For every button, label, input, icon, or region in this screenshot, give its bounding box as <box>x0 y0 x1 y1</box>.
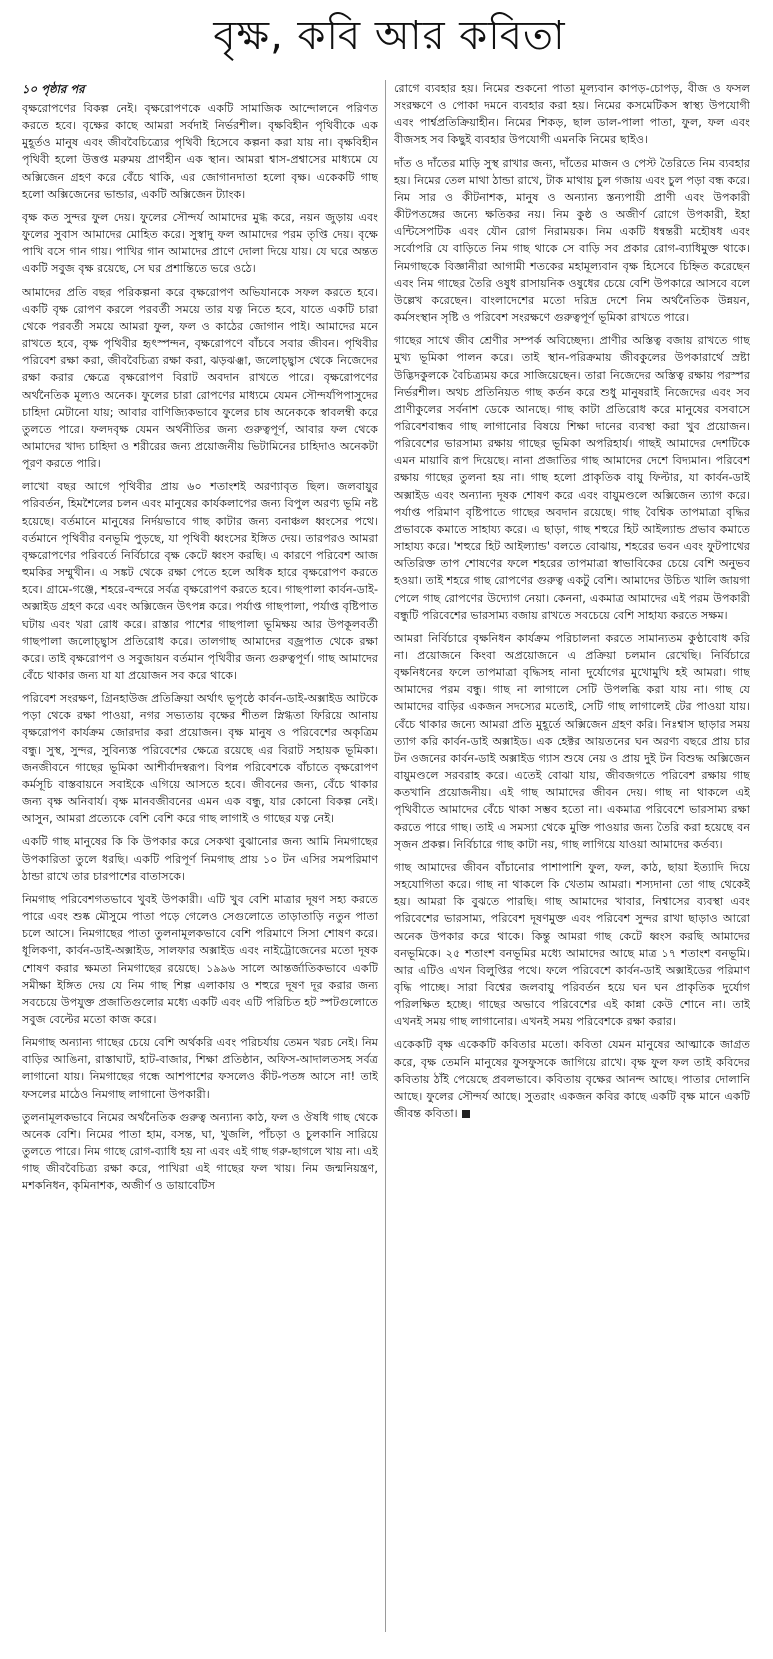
paragraph: গাছের সাথে জীব শ্রেণীর সম্পর্ক অবিচ্ছেদ্য। প্রাণীর অস্তিত্ব বজায় রাখতে গাছ মুখ্য ভূমিকা পালন করে। তাই স্থান-পরিক্রমায় জীবকুলের উপকারার্থে স্রষ্টা উদ্ভিদকুলকে বৈচিত্র্যময় করে সাজিয়েছেন। তারা নিজেদের অস্তিত্ব রক্ষায় পরস্পর নির্ভরশীল। অথচ প্রতিনিয়ত গাছ কর্তন করে শুধু মানুষরাই নিজেদের এবং সব প্রাণীকুলের সর্বনাশ ডেকে আনছে। গাছ কাটা প্রতিরোধ করে মানুষের বসবাসে পরিবেশবান্ধব গাছ লাগানোর বিষয়ে শিক্ষা দানের ব্যবস্থা করা খুব প্রয়োজন। পরিবেশের ভারসাম্য রক্ষায় গাছের ভূমিকা অপরিহার্য। গাছই আমাদের দেশটিকে এমন মায়াবি রূপ দিয়েছে। নানা প্রজাতির গাছ আমাদের দেশে বিদ্যমান। পরিবেশ রক্ষায় গাছের তুলনা হয় না। গাছ হলো প্রাকৃতিক বায়ু ফিল্টার, যা কার্বন-ডাই অক্সাইড এবং অন্যান্য দূষক শোষণ করে এবং বায়ুমণ্ডলে অক্সিজেন ত্যাগ করে। পর্যাপ্ত পরিমাণ বৃষ্টিপাতে গাছের অবদান রয়েছে। গাছ বৈশ্বিক তাপমাত্রা বৃদ্ধির প্রভাবকে কমাতে সাহায্য করে। এ ছাড়া, গাছ শহুরে হিট আইল্যান্ড প্রভাব কমাতে সাহায্য করে। 'শহুরে হিট আইল্যান্ড' বলতে বোঝায়, শহরের ভবন এবং ফুটপাথের অতিরিক্ত তাপ শোষণের ফলে শহরের তাপমাত্রা স্বাভাবিকের চেয়ে বেশি অনুভব হওয়া। তাই শহরে গাছ রোপণের গুরুত্ব একটু বেশি। আমাদের উচিত খালি জায়গা পেলে গাছ রোপণের উদ্যোগ নেয়া। কেননা, একমাত্র আমাদের এই পরম উপকারী বন্ধুটি পরিবেশের ভারসাম্য বজায় রাখতে সবচেয়ে বেশি সাহায্য করতে সক্ষম। <box>394 334 750 622</box>
paragraph: রোগে ব্যবহার হয়। নিমের শুকনো পাতা মূল্যবান কাপড়-চোপড়, বীজ ও ফসল সংরক্ষণে ও পোকা দমনে ব্যবহার করা হয়। নিমের কসমেটিকস স্বাস্থ্য উপযোগী এবং পার্শ্বপ্রতিক্রিয়াহীন। নিমের শিকড়, ছাল ডাল-পালা পাতা, ফুল, ফল এবং বীজসহ সব কিছুই ব্যবহার উপযোগী এমনকি নিমের ছাইও। <box>394 82 750 147</box>
left-column <box>22 80 378 1201</box>
column-divider <box>385 80 386 1632</box>
paragraph: দাঁত ও দাঁতের মাড়ি সুস্থ রাখার জন্য, দাঁতের মাজন ও পেস্ট তৈরিতে নিম ব্যবহার হয়। নিমের তেল মাথা ঠান্ডা রাখে, টাক মাথায় চুল গজায় এবং চুল পড়া বন্ধ করে। নিম সার ও কীটনাশক, মানুষ ও অন্যান্য স্তন্যপায়ী প্রাণী এবং উপকারী কীটপতঙ্গের জন্যে ক্ষতিকর নয়। নিম কুষ্ঠ ও অজীর্ণ রোগে উপকারী, ইহা এন্টিসেপটিক এবং যৌন রোগ নিরাময়ক। নিম একটি ধন্বন্তরী মহৌষধ এবং সর্বোপরি যে বাড়িতে নিম গাছ থাকে সে বাড়ি সব প্রকার রোগ-ব্যাধিমুক্ত থাকে। নিমগাছকে বিজ্ঞানীরা আগামী শতকের মহামূল্যবান বৃক্ষ হিসেবে চিহ্নিত করেছেন এবং নিম গাছের তৈরি ওষুধ রাসায়নিক ওষুধের চেয়ে বেশি উপকারে আসবে বলে উল্লেখ করেছেন। বাংলাদেশের মতো দরিদ্র দেশে নিম অর্থনৈতিক উন্নয়ন, কর্মসংস্থান সৃষ্টি ও পরিবেশ সংরক্ষণে গুরুত্বপূর্ণ ভূমিকা রাখতে পারে। <box>394 156 750 325</box>
end-of-article-square-icon <box>462 1110 470 1118</box>
article-headline: বৃক্ষ, কবি আর কবিতা <box>213 13 566 59</box>
paragraph: আমরা নির্বিচারে বৃক্ষনিধন কার্যক্রম পরিচালনা করতে সামান্যতম কুণ্ঠাবোধ করি না। প্রয়োজনে কিংবা অপ্রয়োজনে এ প্রক্রিয়া চলমান রেখেছি। নির্বিচারে বৃক্ষনিধনের ফলে তাপমাত্রা বৃদ্ধিসহ নানা দুর্যোগের মুখোমুখি হই আমরা। গাছ আমাদের পরম বন্ধু। গাছ না লাগালে সেটি উপলব্ধি করা যায় না। গাছ যে আমাদের বাড়ির একজন সদস্যের মতোই, সেটি গাছ লাগালেই টের পাওয়া যায়। বেঁচে থাকার জন্যে আমরা প্রতি মুহূর্তে অক্সিজেন গ্রহণ করি। নিঃশ্বাস ছাড়ার সময় ত্যাগ করি কার্বন-ডাই অক্সাইড। এক হেক্টর আয়তনের ঘন অরণ্য বছরে প্রায় চার টন ওজনের কার্বন-ডাই অক্সাইড গ্যাস শুষে নেয় ও প্রায় দুই টন বিশুদ্ধ অক্সিজেন বায়ুমণ্ডলে সরবরাহ করে। এতেই বোঝা যায়, জীবজগতে পরিবেশ রক্ষায় গাছ কতখানি প্রয়োজনীয়। এই গাছ আমাদের জীবন দেয়। গাছ না থাকলে এই পৃথিবীতে আমাদের বেঁচে থাকা সম্ভব হতো না। একমাত্র পরিবেশে ভারসাম্য রক্ষা করতে পারে গাছ। তাই এ সমস্যা থেকে মুক্তি পাওয়ার জন্য তৈরি করা হয়েছে বন সৃজন প্রকল্প। নির্বিচারে গাছ কাটা নয়, গাছ লাগিয়ে যাওয়া আমাদের কর্তব্য। <box>394 631 750 851</box>
paragraph: আমাদের প্রতি বছর পরিকল্পনা করে বৃক্ষরোপণ অভিযানকে সফল করতে হবে। একটি বৃক্ষ রোপণ করলে পরবর্তী সময়ে তার যত্ন নিতে হবে, যাতে একটি চারা থেকে পরবর্তী সময়ে আমরা ফুল, ফল ও কাঠের জোগান পাই। আমাদের মনে রাখতে হবে, বৃক্ষ পৃথিবীর হৃৎস্পন্দন, বৃক্ষরোপণে বাঁচবে সবার জীবন। পৃথিবীর পরিবেশ রক্ষা করা, জীববৈচিত্র্য রক্ষা করা, ঝড়ঝঞ্ঝা, জলোচ্ছ্বাস থেকে নিজেদের রক্ষা করার ক্ষেত্রে বৃক্ষরোপণ বিরাট অবদান রাখতে পারে। বৃক্ষরোপণের অর্থনৈতিক মূল্যও অনেক। ফুলের চারা রোপণের মাধ্যমে যেমন সৌন্দর্যপিপাসুদের চাহিদা মেটানো যায়; আবার বাণিজ্যিকভাবে ফুলের চাষ অনেককে স্বাবলম্বী করে তুলতে পারে। ফলদবৃক্ষ যেমন অর্থনীতির জন্য গুরুত্বপূর্ণ, আবার ফল থেকে আমাদের খাদ্য চাহিদা ও শরীরের জন্য প্রয়োজনীয় ভিটামিনের চাহিদাও অনেকটা পূরণ করতে পারি। <box>22 285 378 471</box>
paragraph: নিমগাছ পরিবেশগতভাবে খুবই উপকারী। এটি খুব বেশি মাত্রার দূষণ সহ্য করতে পারে এবং শুষ্ক মৌসুমে পাতা পড়ে গেলেও সেগুলোতে তাড়াতাড়ি নতুন পাতা চলে আসে। নিমগাছের পাতা তুলনামূলকভাবে বেশি পরিমাণে সিসা শোষণ করে। ধূলিকণা, কার্বন-ডাই-অক্সাইড, সালফার অক্সাইড এবং নাইট্রোজেনের মতো দূষক শোষণ করার ক্ষমতা নিমগাছের রয়েছে। ১৯৯৬ সালে আন্তর্জাতিকভাবে একটি সমীক্ষা ইঙ্গিত দেয় যে নিম গাছ শিল্প এলাকায় ও শহুরে দূষণ দূর করার জন্য সবচেয়ে উপযুক্ত প্রজাতিগুলোর মধ্যে একটি এবং এটি পরিচিত হট স্পটগুলোতে সবুজ বেল্টের মতো কাজ করে। <box>22 892 378 1026</box>
paragraph: একটি গাছ মানুষের কি কি উপকার করে সেকথা বুঝানোর জন্য আমি নিমগাছের উপকারিতা তুলে ধরছি। একটি পরিপূর্ণ নিমগাছ প্রায় ১০ টন এসির সমপরিমাণ ঠান্ডা রাখে তার চারপাশের বাতাসকে। <box>22 835 378 883</box>
paragraph: নিমগাছ অন্যান্য গাছের চেয়ে বেশি অর্থকরি এবং পরিচর্যায় তেমন খরচ নেই। নিম বাড়ির আঙিনা, রাস্তাঘাট, হাট-বাজার, শিক্ষা প্রতিষ্ঠান, অফিস-আদালতসহ সর্বত্র লাগানো যায়। নিমগাছের গন্ধে আশপাশের ফসলেও কীট-পতঙ্গ আসে না! তাই ফসলের মাঠেও নিমগাছ লাগানো উপকারী। <box>22 1036 378 1101</box>
paragraph: তুলনামূলকভাবে নিমের অর্থনৈতিক গুরুত্ব অন্যান্য কাঠ, ফল ও ঔষধি গাছ থেকে অনেক বেশি। নিমের পাতা হাম, বসন্ত, ঘা, খুজলি, পাঁচড়া ও চুলকানি সারিয়ে তুলতে পারে। নিম গাছে রোগ-ব্যাধি হয় না এবং এই গাছ গরু-ছাগলে খায় না। এই গাছ জীববৈচিত্র্য রক্ষা করে, পাখিরা এই গাছের ফল খায়। নিম জন্মনিয়ন্ত্রণ, মশকনিধন, কৃমিনাশক, অজীর্ণ ও ডায়াবেটিস <box>22 1110 378 1193</box>
article-body <box>22 80 757 1632</box>
closing-paragraph <box>394 1036 750 1122</box>
paragraph: বৃক্ষরোপণের বিকল্প নেই। বৃক্ষরোপণকে একটি সামাজিক আন্দোলনে পরিণত করতে হবে। বৃক্ষের কাছে আমরা সর্বদাই নির্ভরশীল। বৃক্ষবিহীন পৃথিবীকে এক মুহূর্তও মানুষ এবং জীববৈচিত্র্যের পৃথিবী হিসেবে কল্পনা করা যায় না। বৃক্ষবিহীন পৃথিবী হলো উত্তপ্ত মরুময় প্রাণহীন এক স্থান। আমরা শ্বাস-প্রশ্বাসের মাধ্যমে যে অক্সিজেন গ্রহণ করে বেঁচে থাকি, এর জোগানদাতা হলো বৃক্ষ। একেকটি গাছ হলো অক্সিজেনের ভান্ডার, একটি অক্সিজেন ট্যাংক। <box>22 102 378 201</box>
paragraph: পরিবেশ সংরক্ষণ, গ্রিনহাউজ প্রতিক্রিয়া অর্থাৎ ভূপৃষ্ঠে কার্বন-ডাই-অক্সাইড আটকে পড়া থেকে রক্ষা পাওয়া, নগর সভ্যতায় বৃক্ষের শীতল স্নিগ্ধতা ফিরিয়ে আনায় বৃক্ষরোপণ কার্যক্রম জোরদার করা প্রয়োজন। বৃক্ষ মানুষ ও পরিবেশের অকৃত্রিম বন্ধু। সুস্থ, সুন্দর, সুবিন্যস্ত পরিবেশের ক্ষেত্রে রয়েছে এর বিরাট সহায়ক ভূমিকা। জনজীবনে গাছের ভূমিকা আশীর্বাদস্বরূপ। বিপন্ন পরিবেশকে বাঁচাতে বৃক্ষরোপণ কর্মসূচি বাস্তবায়নে সবাইকে এগিয়ে আসতে হবে। জীবনের জন্য, বেঁচে থাকার জন্য বৃক্ষ অনিবার্য। বৃক্ষ মানবজীবনের এমন এক বন্ধু, যার কোনো বিকল্প নেই। আসুন, আমরা প্রত্যেকে বেশি বেশি করে গাছ লাগাই ও গাছের যত্ন নেই। <box>22 692 378 826</box>
closing-text: একেকটি বৃক্ষ একেকটি কবিতার মতো। কবিতা যেমন মানুষের আত্মাকে জাগ্রত করে, বৃক্ষ তেমনি মানুষের ফুসফুসকে জাগিয়ে রাখে। বৃক্ষ ফুল ফল তাই কবিদের কবিতায় ঠাঁই পেয়েছে প্রবলভাবে। কবিতায় বৃক্ষের আনন্দ আছে। পাতার দোলানি আছে। ফুলের সৌন্দর্য আছে। সুতরাং একজন কবির কাছে একটি বৃক্ষ মানে একটি জীবন্ত কবিতা। <box>394 1038 750 1121</box>
paragraph: বৃক্ষ কত সুন্দর ফুল দেয়। ফুলের সৌন্দর্য আমাদের মুগ্ধ করে, নয়ন জুড়ায় এবং ফুলের সুবাস আমাদের মোহিত করে। সুস্বাদু ফল আমাদের পরম তৃপ্তি দেয়। বৃক্ষে পাখি বসে গান গায়। পাখির গান আমাদের প্রাণে দোলা দিয়ে যায়। যে ঘরে অন্তত একটি সবুজ বৃক্ষ রয়েছে, সে ঘর প্রশান্তিতে ভরে ওঠে। <box>22 210 378 276</box>
paragraph: লাখো বছর আগে পৃথিবীর প্রায় ৬০ শতাংশই অরণ্যাবৃত ছিল। জলবায়ুর পরিবর্তন, হিমশৈলের চলন এবং মানুষের কার্যকলাপের জন্য বিপুল অরণ্য ভূমি নষ্ট হয়েছে। বর্তমানে মানুষের নির্দয়ভাবে গাছ কাটার জন্য বনাঞ্চল ধ্বংসের পথে। বর্তমানে পৃথিবীর বনভূমি পুড়ছে, যা পৃথিবী ধ্বংসের ইঙ্গিত দেয়। তারপরও আমরা বৃক্ষরোপণের পরিবর্তে নির্বিচারে বৃক্ষ কেটে ধ্বংস করছি। এ কারণে পরিবেশ আজ হুমকির সম্মুখীন। এ সঙ্কট থেকে রক্ষা পেতে হলে অধিক হারে বৃক্ষরোপণ করতে হবে। গ্রামে-গঞ্জে, শহরে-বন্দরে সর্বত্র বৃক্ষরোপণ করতে হবে। গাছপালা কার্বন-ডাই-অক্সাইড গ্রহণ করে এবং অক্সিজেন উৎপন্ন করে। পর্যাপ্ত গাছপালা, পর্যাপ্ত বৃষ্টিপাত ঘটায় এবং খরা রোধ করে। রাস্তার পাশের গাছপালা ভূমিক্ষয় আর উপকূলবর্তী গাছপালা জলোচ্ছ্বাস প্রতিরোধ করে। তালগাছ আমাদের বজ্রপাত থেকে রক্ষা করে। তাই বৃক্ষরোপণ ও সবুজায়ন বর্তমান পৃথিবীর জন্য গুরুত্বপূর্ণ। গাছ আমাদের বেঁচে থাকার জন্য যা যা প্রয়োজন সব করে থাকে। <box>22 480 378 682</box>
continued-from-label: ১০ পৃষ্ঠার পর <box>22 82 85 96</box>
right-column <box>394 80 750 1128</box>
paragraph: গাছ আমাদের জীবন বাঁচানোর পাশাপাশি ফুল, ফল, কাঠ, ছায়া ইত্যাদি দিয়ে সহযোগিতা করে। গাছ না থাকলে কি খেতাম আমরা। শস্যদানা তো গাছ থেকেই হয়। আমরা কি বুঝতে পারছি। গাছ আমাদের খাবার, নিশ্বাসের ব্যবস্থা এবং পরিবেশের ভারসাম্য, পরিবেশ দূষণমুক্ত এবং পরিবেশ সুন্দর রাখা ছাড়াও আরো অনেক উপকার করে থাকে। কিন্তু আমরা গাছ কেটে ধ্বংস করছি আমাদের বনভূমিকে। ২৫ শতাংশ বনভূমির মধ্যে আমাদের আছে মাত্র ১৭ শতাংশ বনভূমি। আর এটিও এখন বিলুপ্তির পথে। ফলে পরিবেশে কার্বন-ডাই অক্সাইডের পরিমাণ বৃদ্ধি পাচ্ছে। সারা বিশ্বের জলবায়ু পরিবর্তন হয়ে ঘন ঘন প্রাকৃতিক দুর্যোগ পরিলক্ষিত হচ্ছে। গাছের অভাবে পরিবেশের এই কান্না কেউ শোনে না। তাই এখনই সময় গাছ লাগানোর। এখনই সময় পরিবেশকে রক্ষা করার। <box>394 860 750 1029</box>
